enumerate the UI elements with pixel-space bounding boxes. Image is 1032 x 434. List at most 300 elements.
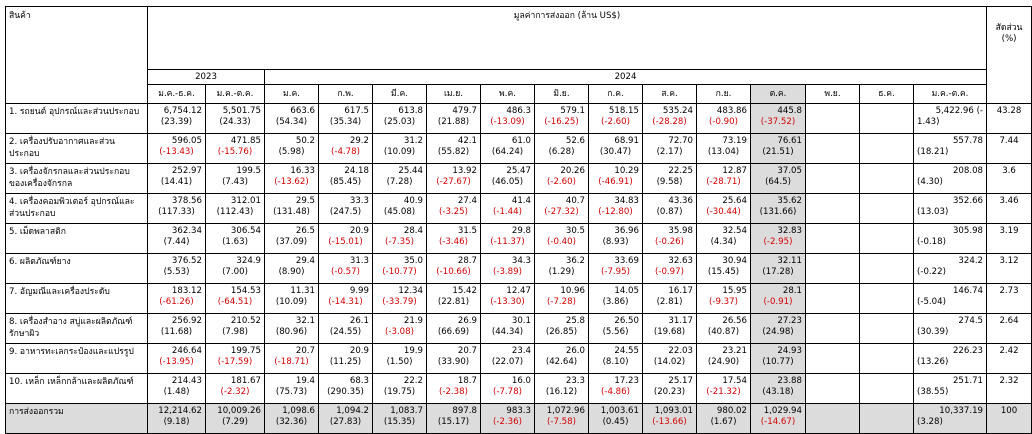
growth-rate: (2.81)	[656, 297, 683, 307]
value: 31.17	[668, 316, 693, 326]
growth-rate: (-14.31)	[328, 297, 363, 307]
share-header: สัดส่วน (%)	[987, 7, 1032, 104]
value: 23.3	[565, 376, 585, 386]
value: 28.1	[782, 286, 802, 296]
growth-rate: (30.39)	[917, 327, 949, 337]
value-cell	[589, 164, 643, 194]
value: 19.9	[403, 346, 423, 356]
value: 20.7	[295, 346, 315, 356]
growth-rate: (14.41)	[160, 177, 193, 187]
growth-rate: (24.90)	[707, 357, 740, 367]
growth-rate: (-46.91)	[598, 177, 633, 187]
growth-rate	[809, 316, 856, 327]
value-cell	[697, 164, 751, 194]
growth-rate	[863, 106, 910, 117]
value-cell	[697, 374, 751, 404]
value: 14.05	[614, 286, 639, 296]
value: 199.75	[230, 346, 261, 356]
value: 37.05	[777, 166, 802, 176]
growth-rate: (23.39)	[160, 117, 193, 127]
growth-rate	[809, 106, 856, 117]
value: 376.52	[171, 256, 202, 266]
growth-rate: (10.09)	[275, 297, 308, 307]
value-cell	[427, 254, 481, 284]
growth-rate: (26.85)	[545, 327, 578, 337]
value: 226.23	[952, 346, 984, 356]
product-name: 7. อัญมณีและเครื่องประดับ	[6, 284, 148, 314]
value: 76.61	[777, 136, 802, 146]
value: 306.54	[230, 226, 261, 236]
growth-rate: (-0.22)	[917, 267, 946, 277]
value-cell	[148, 194, 206, 224]
value: 20.7	[457, 346, 477, 356]
growth-rate: (1.67)	[710, 417, 737, 427]
value: 41.4	[511, 196, 531, 206]
value-cell	[535, 104, 589, 134]
month-header: ม.ค.-ธ.ค.	[148, 85, 206, 104]
value-cell	[589, 284, 643, 314]
value-cell	[643, 404, 697, 434]
growth-rate: (14.02)	[653, 357, 686, 367]
value: 35.98	[668, 226, 693, 236]
growth-rate: (6.28)	[548, 147, 575, 157]
growth-rate	[809, 226, 856, 237]
value-cell	[806, 104, 860, 134]
growth-rate	[809, 376, 856, 387]
growth-rate: (-0.90)	[709, 117, 738, 127]
growth-rate: (-2.60)	[601, 117, 630, 127]
year-2023-header: 2023	[148, 70, 265, 85]
growth-rate	[863, 346, 910, 357]
value: 579.1	[560, 106, 585, 116]
value-cell	[751, 374, 806, 404]
growth-rate: (-28.71)	[706, 177, 741, 187]
value-cell	[319, 314, 373, 344]
value: 29.5	[295, 196, 315, 206]
growth-rate: (-7.58)	[547, 417, 576, 427]
value-cell	[373, 284, 427, 314]
value: 12.34	[398, 286, 423, 296]
growth-rate: (-14.67)	[760, 417, 796, 427]
growth-rate: (35.34)	[329, 117, 362, 127]
growth-rate: (80.96)	[275, 327, 308, 337]
growth-rate: (22.81)	[437, 297, 470, 307]
value-cell	[697, 104, 751, 134]
value: 1,029.94	[763, 406, 802, 416]
value: 30.94	[722, 256, 747, 266]
growth-rate: (16.12)	[545, 387, 578, 397]
growth-rate: (-0.57)	[331, 267, 360, 277]
value: 31.5	[457, 226, 477, 236]
growth-rate: (54.34)	[275, 117, 308, 127]
growth-rate: (-10.77)	[382, 267, 417, 277]
value-cell	[914, 314, 987, 344]
value-cell	[860, 224, 914, 254]
value: 18.7	[457, 376, 477, 386]
value: 32.63	[668, 256, 693, 266]
month-header: ก.ย.	[697, 85, 751, 104]
growth-rate: (-4.86)	[601, 387, 630, 397]
value-cell	[206, 224, 265, 254]
value: 535.24	[662, 106, 693, 116]
growth-rate: (-3.08)	[385, 327, 414, 337]
value-cell	[589, 104, 643, 134]
value: 617.5	[344, 106, 369, 116]
growth-rate: (4.34)	[710, 237, 737, 247]
growth-rate: (-21.32)	[706, 387, 741, 397]
table-row	[6, 194, 1032, 224]
growth-rate: (66.69)	[437, 327, 470, 337]
growth-rate: (2.17)	[656, 147, 683, 157]
value-cell	[860, 194, 914, 224]
value: 6,754.12	[163, 106, 202, 116]
value-cell	[319, 164, 373, 194]
growth-rate: (131.48)	[273, 207, 310, 217]
growth-rate	[809, 256, 856, 267]
value-cell	[589, 374, 643, 404]
value: 1,093.01	[654, 406, 693, 416]
growth-rate: (19.68)	[653, 327, 686, 337]
value: 15.95	[722, 286, 747, 296]
value: 22.03	[668, 346, 693, 356]
value: 31.2	[403, 136, 423, 146]
value-cell	[265, 314, 319, 344]
value-cell	[697, 314, 751, 344]
value-cell	[427, 314, 481, 344]
value: 252.97	[171, 166, 202, 176]
growth-rate: (46.05)	[491, 177, 524, 187]
value-cell	[373, 224, 427, 254]
month-header: มิ.ย.	[535, 85, 589, 104]
value-cell	[206, 194, 265, 224]
value: 32.54	[722, 226, 747, 236]
value: 68.3	[349, 376, 369, 386]
value-cell	[373, 254, 427, 284]
product-name: 3. เครื่องจักรกลและส่วนประกอบของเครื่องจักรกล	[6, 164, 148, 194]
value-cell	[643, 164, 697, 194]
growth-rate: (-1.44)	[493, 207, 522, 217]
value-cell	[643, 254, 697, 284]
growth-rate: (7.44)	[163, 237, 190, 247]
growth-rate	[863, 316, 910, 327]
growth-rate: (27.83)	[329, 417, 362, 427]
value-cell	[914, 194, 987, 224]
growth-rate: (44.34)	[491, 327, 524, 337]
value: 33.69	[614, 256, 639, 266]
growth-rate: (3.86)	[602, 297, 629, 307]
value: 36.2	[565, 256, 585, 266]
value-cell	[427, 164, 481, 194]
value-cell	[643, 314, 697, 344]
value: 324.2	[958, 256, 984, 266]
growth-rate: (13.04)	[707, 147, 740, 157]
growth-rate: (15.35)	[383, 417, 416, 427]
value-cell	[751, 194, 806, 224]
growth-rate: (5.56)	[602, 327, 629, 337]
growth-rate	[863, 256, 910, 267]
growth-rate: (-15.01)	[328, 237, 363, 247]
value: 208.08	[952, 166, 984, 176]
value-cell	[148, 404, 206, 434]
value-cell	[148, 164, 206, 194]
value: 557.78	[952, 136, 984, 146]
value-cell	[206, 134, 265, 164]
growth-rate: (7.98)	[222, 327, 248, 337]
value-cell	[643, 194, 697, 224]
value-cell	[148, 314, 206, 344]
growth-rate	[863, 136, 910, 147]
value-cell	[751, 344, 806, 374]
value-cell	[319, 224, 373, 254]
table-row	[6, 254, 1032, 284]
value-cell	[860, 284, 914, 314]
value: 25.44	[398, 166, 423, 176]
value-cell	[914, 254, 987, 284]
value: 9.99	[349, 286, 369, 296]
value-cell	[427, 404, 481, 434]
value: 199.5	[236, 166, 261, 176]
value: 19.4	[295, 376, 315, 386]
growth-rate: (-3.25)	[439, 207, 468, 217]
value-cell	[481, 194, 535, 224]
growth-rate: (85.45)	[329, 177, 362, 187]
growth-rate: (-13.30)	[490, 297, 525, 307]
value-cell	[860, 314, 914, 344]
growth-rate: (-18.71)	[274, 357, 309, 367]
value: 183.12	[171, 286, 202, 296]
value-cell	[373, 104, 427, 134]
value-cell	[860, 134, 914, 164]
month-header: ม.ค.-ต.ค.	[206, 85, 265, 104]
value-cell	[914, 164, 987, 194]
value-cell	[148, 284, 206, 314]
value: 324.9	[236, 256, 261, 266]
value-cell	[373, 164, 427, 194]
value: 73.19	[722, 136, 747, 146]
value: 11.31	[290, 286, 315, 296]
share-value: 2.73	[987, 284, 1032, 314]
growth-rate: (8.90)	[278, 267, 305, 277]
value: 27.4	[457, 196, 477, 206]
value-cell	[427, 194, 481, 224]
growth-rate: (0.45)	[602, 417, 629, 427]
value: 40.9	[403, 196, 423, 206]
value: 34.3	[511, 256, 531, 266]
value-cell	[589, 344, 643, 374]
value: 15.42	[452, 286, 477, 296]
growth-rate: (22.07)	[491, 357, 524, 367]
growth-rate: (8.93)	[602, 237, 629, 247]
table-row	[6, 344, 1032, 374]
value-cell	[535, 284, 589, 314]
value-cell	[914, 344, 987, 374]
growth-rate: (8.10)	[602, 357, 629, 367]
value-cell	[481, 344, 535, 374]
growth-rate: (4.30)	[917, 177, 943, 187]
growth-rate: (3.28)	[917, 417, 943, 427]
growth-rate: (-33.79)	[382, 297, 417, 307]
growth-rate: (1.29)	[548, 267, 575, 277]
value: 72.70	[668, 136, 693, 146]
value-cell	[481, 314, 535, 344]
value: 17.23	[614, 376, 639, 386]
value-cell	[427, 344, 481, 374]
growth-rate: (-61.26)	[159, 297, 194, 307]
value: 20.9	[349, 226, 369, 236]
product-name: 9. อาหารทะเลกระป๋องและแปรรูป	[6, 344, 148, 374]
value-cell	[806, 134, 860, 164]
growth-rate: (1.50)	[386, 357, 413, 367]
growth-rate: (24.98)	[762, 327, 794, 337]
value-cell	[481, 284, 535, 314]
growth-rate: (-7.28)	[547, 297, 576, 307]
value: 1,072.96	[546, 406, 585, 416]
growth-rate: (-9.37)	[709, 297, 738, 307]
growth-rate: (25.03)	[383, 117, 416, 127]
value: 26.5	[295, 226, 315, 236]
product-name: 2. เครื่องปรับอากาศและส่วนประกอบ	[6, 134, 148, 164]
value-cell	[643, 104, 697, 134]
value-cell	[535, 344, 589, 374]
growth-rate: (1.48)	[163, 387, 190, 397]
value-cell	[751, 164, 806, 194]
value-cell	[148, 344, 206, 374]
value: 378.56	[171, 196, 202, 206]
value-cell	[265, 194, 319, 224]
value: 1,003.61	[600, 406, 639, 416]
month-header: ส.ค.	[643, 85, 697, 104]
product-name: 5. เม็ดพลาสติก	[6, 224, 148, 254]
growth-rate	[809, 196, 856, 207]
growth-rate: (20.23)	[653, 387, 686, 397]
value: 214.43	[171, 376, 202, 386]
value-cell	[643, 344, 697, 374]
value: 16.33	[290, 166, 315, 176]
export-value-header: มูลค่าการส่งออก (ล้าน US$)	[148, 7, 987, 70]
value-cell	[206, 374, 265, 404]
growth-rate: (-0.40)	[547, 237, 576, 247]
value: 10.96	[560, 286, 585, 296]
value: 23.21	[722, 346, 747, 356]
growth-rate: (21.51)	[762, 147, 794, 157]
value-cell	[860, 404, 914, 434]
growth-rate: (-2.36)	[493, 417, 522, 427]
growth-rate: (7.43)	[222, 177, 248, 187]
value-cell	[265, 344, 319, 374]
value-cell	[148, 254, 206, 284]
growth-rate	[863, 376, 910, 387]
value-cell	[697, 254, 751, 284]
month-header: ก.ค.	[589, 85, 643, 104]
value-cell	[319, 104, 373, 134]
value-cell	[265, 404, 319, 434]
product-name: 10. เหล็ก เหล็กกล้าและผลิตภัณฑ์	[6, 374, 148, 404]
value-cell	[697, 194, 751, 224]
product-name: 1. รถยนต์ อุปกรณ์และส่วนประกอบ	[6, 104, 148, 134]
growth-rate: (-0.91)	[763, 297, 793, 307]
value: 27.23	[777, 316, 802, 326]
growth-rate: (45.08)	[383, 207, 416, 217]
value: 52.6	[565, 136, 585, 146]
growth-rate: (-13.62)	[274, 177, 309, 187]
value-cell	[806, 404, 860, 434]
share-value: 3.46	[987, 194, 1032, 224]
value: 31.3	[349, 256, 369, 266]
growth-rate: (11.25)	[329, 357, 362, 367]
growth-rate: (-13.95)	[159, 357, 194, 367]
growth-rate: (-2.38)	[439, 387, 468, 397]
table-row	[6, 284, 1032, 314]
growth-rate: (-27.32)	[544, 207, 579, 217]
share-value: 43.28	[987, 104, 1032, 134]
growth-rate: (37.09)	[275, 237, 308, 247]
value: 251.71	[952, 376, 984, 386]
share-value: 7.44	[987, 134, 1032, 164]
value-cell	[751, 134, 806, 164]
value: 40.7	[565, 196, 585, 206]
value: 663.6	[290, 106, 315, 116]
value-cell	[697, 344, 751, 374]
value-cell	[373, 134, 427, 164]
table-row	[6, 134, 1032, 164]
growth-rate: (-2.32)	[220, 387, 250, 397]
growth-rate: (24.55)	[329, 327, 362, 337]
value: 26.56	[722, 316, 747, 326]
value: 25.64	[722, 196, 747, 206]
value: 21.9	[403, 316, 423, 326]
growth-rate: (-17.59)	[217, 357, 253, 367]
value: 35.62	[777, 196, 802, 206]
growth-rate: 1.43)	[917, 117, 940, 127]
month-header: ธ.ค.	[860, 85, 914, 104]
value-cell	[751, 284, 806, 314]
value-cell	[148, 224, 206, 254]
value: 12.47	[506, 286, 531, 296]
growth-rate: (-7.35)	[385, 237, 414, 247]
value: 28.4	[403, 226, 423, 236]
value: 26.9	[457, 316, 477, 326]
growth-rate	[863, 196, 910, 207]
growth-rate: (-11.37)	[490, 237, 525, 247]
growth-rate	[809, 406, 856, 417]
growth-rate: (40.87)	[707, 327, 740, 337]
value-cell	[319, 194, 373, 224]
share-value: 100	[987, 404, 1032, 434]
growth-rate: (-0.26)	[655, 237, 684, 247]
value: 12.87	[722, 166, 747, 176]
value: 305.98	[952, 226, 984, 236]
value-cell	[319, 404, 373, 434]
value-cell	[589, 224, 643, 254]
growth-rate: (21.88)	[437, 117, 470, 127]
value: 23.88	[777, 376, 802, 386]
growth-rate: (15.45)	[707, 267, 740, 277]
growth-rate: (-13.43)	[159, 147, 194, 157]
value-cell	[265, 374, 319, 404]
month-header: เม.ย.	[427, 85, 481, 104]
value: 26.1	[349, 316, 369, 326]
value: 29.2	[349, 136, 369, 146]
growth-rate	[809, 136, 856, 147]
growth-rate	[863, 406, 910, 417]
value-cell	[697, 224, 751, 254]
growth-rate: (19.75)	[383, 387, 416, 397]
growth-rate: (30.47)	[599, 147, 632, 157]
growth-rate: (38.55)	[917, 387, 949, 397]
month-header: ต.ค.	[751, 85, 806, 104]
value: 983.3	[506, 406, 531, 416]
value-cell	[427, 284, 481, 314]
